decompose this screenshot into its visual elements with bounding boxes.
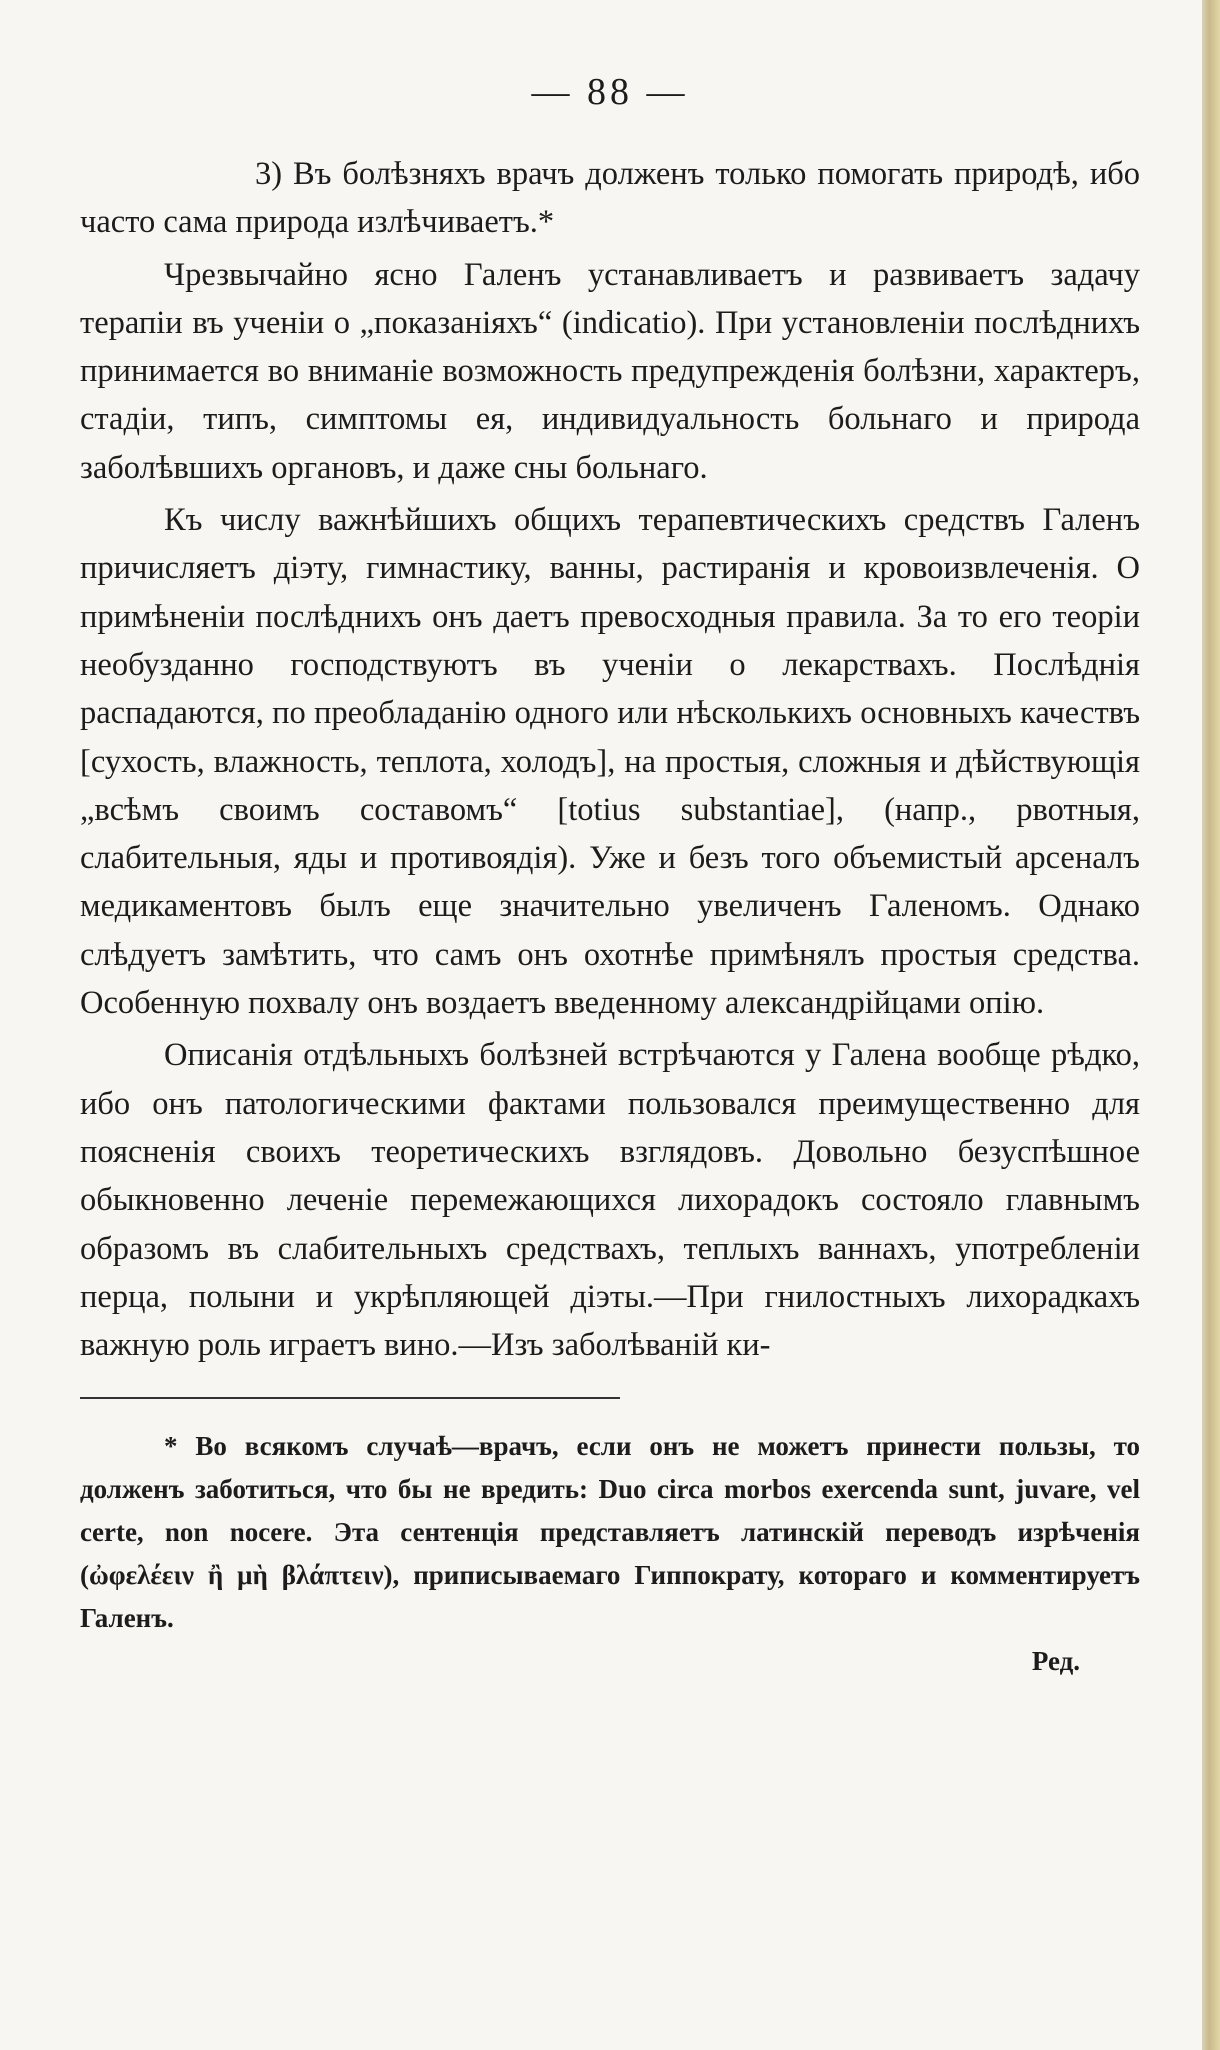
paragraph-3: Къ числу важнѣйшихъ общихъ терапевтическихъ средствъ Галенъ причисляетъ діэту, гимнастику, ванны, растиранія и кровоизвлеченія. О примѣненіи послѣднихъ онъ даетъ превосходныя правила. За то его теоріи необузданно господствуютъ въ ученіи о лекарствахъ. Послѣднія распадаются, по преобладанію одного или нѣсколькихъ основныхъ качествъ [сухость, влажность, теплота, холодъ], на простыя, сложныя и дѣйствующія „всѣмъ своимъ составомъ“ [totius substantiae], (напр., рвотныя, слабительныя, яды и противоядія). Уже и безъ того объемистый арсеналъ медикаментовъ былъ еще значительно увеличенъ Галеномъ. Однако слѣдуетъ замѣтить, что самъ онъ охотнѣе примѣнялъ простыя средства. Особенную похвалу онъ воздаетъ введенному александрійцами опію. bbox=[80, 502, 1140, 1022]
footnote-divider bbox=[80, 1397, 620, 1399]
footnote-signature: Ред. bbox=[1031, 1646, 1080, 1677]
footnote bbox=[80, 1425, 1140, 1683]
paragraph-2: Чрезвычайно ясно Галенъ устанавливаетъ и развиваетъ задачу терапіи въ ученіи о „показаніяхъ“ (indicatio). При установленіи послѣднихъ принимается во вниманіе возможность предупрежденія болѣзни, характеръ, стадіи, типъ, симптомы ея, индивидуальность больнаго и природа заболѣвшихъ органовъ, и даже сны больнаго. bbox=[80, 256, 1140, 486]
paragraph-1: 3) Въ болѣзняхъ врачъ долженъ только помогать природѣ, ибо часто сама природа излѣчиваетъ.* bbox=[80, 156, 1140, 241]
book-page bbox=[80, 70, 1140, 1683]
footnote-text: * Во всякомъ случаѣ—врачъ, если онъ не можетъ принести пользы, то долженъ заботиться, что бы не вредить: Duo circa morbos exercenda sunt, juvare, vel certe, non nocere. Эта сентенція представляетъ латинскій переводъ изрѣченія (ὠφελέειν ἢ μὴ βλάπτειν), приписываемаго Гиппократу, котораго и комментируетъ Галенъ. bbox=[80, 1431, 1140, 1634]
page-number: — 88 — bbox=[531, 71, 689, 113]
page-edge bbox=[1202, 0, 1220, 2050]
paragraph-4: Описанія отдѣльныхъ болѣзней встрѣчаются у Галена вообще рѣдко, ибо онъ патологическими фактами пользовался преимущественно для поясненія своихъ теоретическихъ взглядовъ. Довольно безуспѣшное обыкновенно леченіе перемежающихся лихорадокъ состояло главнымъ образомъ въ слабительныхъ средствахъ, теплыхъ ваннахъ, употребленіи перца, полыни и укрѣпляющей діэты.—При гнилостныхъ лихорадкахъ важную роль играетъ вино.—Изъ заболѣваній ки- bbox=[80, 1037, 1140, 1364]
main-text bbox=[80, 150, 1140, 1369]
